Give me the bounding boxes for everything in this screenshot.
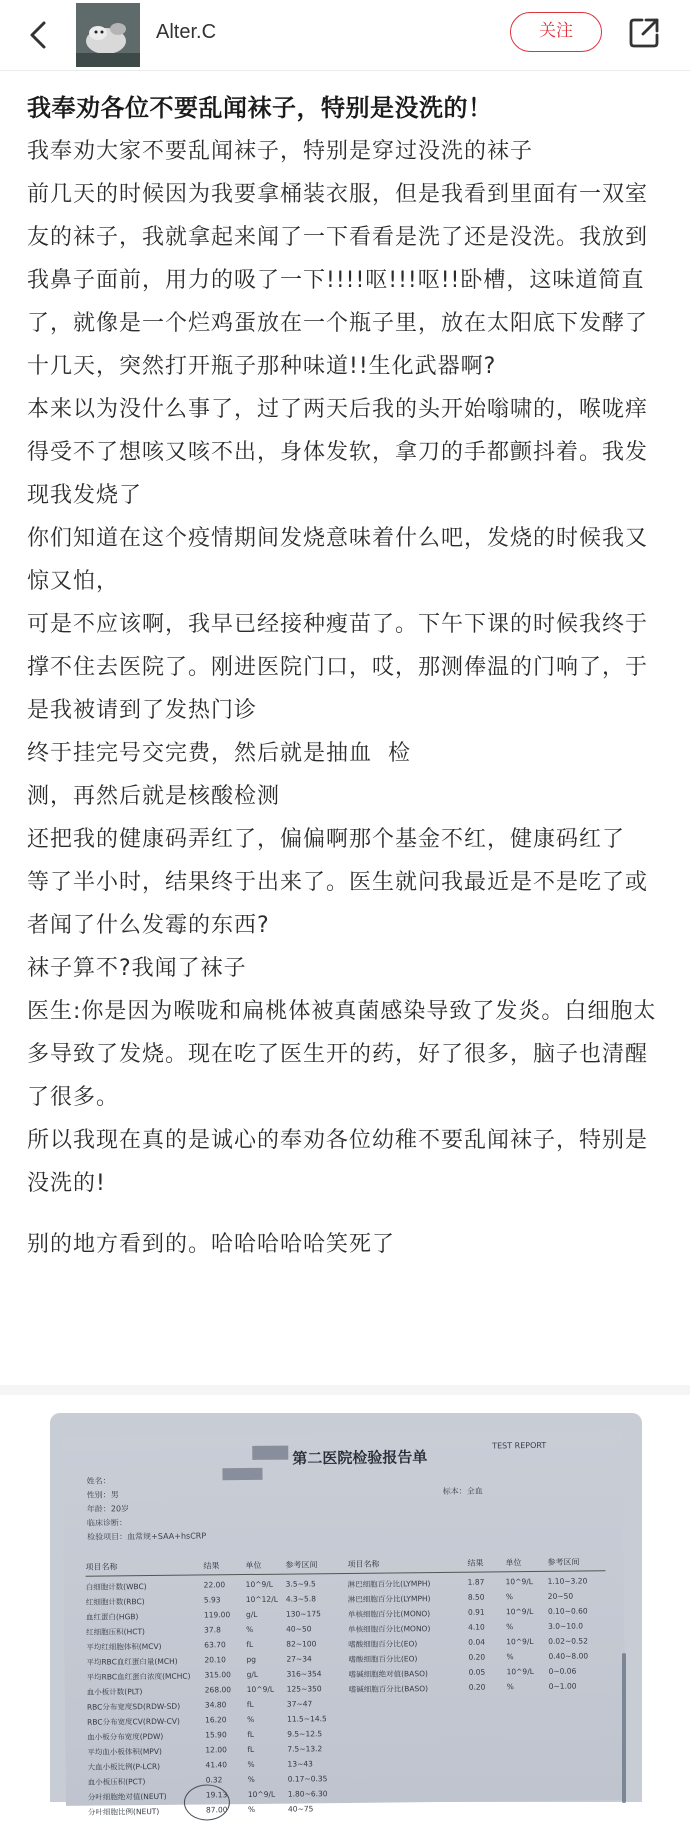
table-cell: 嗜碱细胞绝对值(BASO) xyxy=(348,1669,428,1679)
table-cell: 10^12/L xyxy=(245,1594,278,1605)
table-cell: 红细胞计数(RBC) xyxy=(85,1597,145,1607)
table-cell: 血红蛋白(HGB) xyxy=(85,1612,139,1622)
report-table-body xyxy=(86,1576,608,1821)
table-cell: 10^9/L xyxy=(246,1684,275,1695)
table-cell: 嗜酸细胞百分比(EO) xyxy=(348,1639,418,1649)
post-paragraph: 可是不应该啊，我早已经接种瘦苗了。下午下课的时候我终于撑不住去医院了。刚进医院门口，哎，那测俸温的门响了，于是我被请到了发热门诊 xyxy=(27,612,649,723)
table-cell: 8.50 xyxy=(467,1592,485,1602)
table-cell: 16.20 xyxy=(205,1715,227,1725)
table-cell: 13~43 xyxy=(287,1759,313,1769)
table-cell: 分叶细胞比例(NEUT) xyxy=(87,1806,160,1817)
table-cell: 27~34 xyxy=(286,1654,312,1664)
column-header: 参考区间 xyxy=(285,1560,318,1570)
table-rule xyxy=(86,1570,606,1576)
table-cell: 10^9/L xyxy=(247,1789,276,1800)
column-header: 单位 xyxy=(505,1558,522,1568)
table-cell: 37.8 xyxy=(204,1625,221,1635)
table-cell: pg xyxy=(246,1654,257,1665)
table-cell: 1.10~3.20 xyxy=(547,1576,588,1586)
post-paragraph: 所以我现在真的是诚心的奉劝各位幼稚不要乱闻袜子，特别是没洗的! xyxy=(27,1128,649,1196)
table-cell: % xyxy=(247,1804,256,1815)
section-divider xyxy=(0,1385,690,1395)
share-icon[interactable] xyxy=(626,15,662,51)
table-cell: 嗜酸细胞百分比(EO) xyxy=(348,1654,418,1664)
table-cell: 0.17~0.35 xyxy=(287,1774,328,1784)
table-cell: 316~354 xyxy=(286,1669,322,1679)
post-paragraph: 终于挂完号交完费，然后就是抽血 检 xyxy=(27,741,411,766)
report-info: 检验项目：血常规+SAA+hsCRP xyxy=(87,1531,207,1542)
table-cell: 40~50 xyxy=(286,1624,312,1634)
table-cell: 0.40~8.00 xyxy=(548,1651,589,1661)
table-cell: 41.40 xyxy=(205,1760,228,1770)
table-cell: 20~50 xyxy=(547,1591,574,1601)
table-cell: 5.93 xyxy=(203,1595,221,1605)
table-cell: 0~0.06 xyxy=(548,1666,577,1676)
username[interactable]: Alter.C xyxy=(156,21,217,43)
table-cell: % xyxy=(506,1682,514,1692)
table-cell: 0.20 xyxy=(468,1682,486,1692)
table-cell: 4.3~5.8 xyxy=(285,1594,316,1604)
table-cell: 19.13 xyxy=(205,1790,228,1800)
column-header: 结果 xyxy=(467,1558,484,1568)
table-cell: fL xyxy=(247,1744,255,1755)
table-cell: 红细胞压积(HCT) xyxy=(86,1627,145,1637)
table-cell: 7.5~13.2 xyxy=(287,1744,323,1754)
table-cell: 4.10 xyxy=(468,1622,485,1632)
report-info: 姓名： xyxy=(86,1476,111,1486)
table-cell: RBC分布宽度CV(RDW-CV) xyxy=(87,1716,180,1727)
redaction-mark xyxy=(252,1446,288,1460)
table-cell: 血小板分布宽度(PDW) xyxy=(87,1731,164,1742)
table-cell: 9.5~12.5 xyxy=(287,1729,323,1739)
table-cell: 0.05 xyxy=(468,1667,486,1677)
table-cell: 315.00 xyxy=(204,1670,231,1680)
table-cell: 0.04 xyxy=(468,1637,486,1647)
table-cell: % xyxy=(247,1714,255,1725)
table-cell: 1.80~6.30 xyxy=(287,1789,328,1799)
column-header: 项目名称 xyxy=(85,1562,118,1572)
report-info: 性别：男 xyxy=(86,1490,119,1500)
table-cell: RBC分布宽度SD(RDW-SD) xyxy=(86,1701,181,1712)
column-header: 项目名称 xyxy=(347,1559,380,1569)
table-cell: 87.00 xyxy=(205,1805,228,1815)
table-cell: 12.00 xyxy=(205,1745,227,1755)
table-cell: 淋巴细胞百分比(LYMPH) xyxy=(347,1579,431,1589)
table-cell: fL xyxy=(246,1639,254,1650)
image-scrollbar[interactable] xyxy=(622,1653,626,1803)
table-cell: 大血小板比例(P-LCR) xyxy=(87,1761,161,1772)
table-cell: 1.87 xyxy=(467,1577,485,1587)
table-cell: 3.0~10.0 xyxy=(548,1621,584,1631)
table-cell: 0.20 xyxy=(468,1652,486,1662)
table-cell: 平均RBC血红蛋白量(MCH) xyxy=(86,1656,178,1667)
table-cell: 63.70 xyxy=(204,1640,226,1650)
post-paragraph: 前几天的时候因为我要拿桶装衣服，但是我看到里面有一双室友的袜子，我就拿起来闻了一下看看是洗了还是没洗。我放到我鼻子面前，用力的吸了一下!!!!呕!!!呕!!卧槽，这味道简直了，就像是一个烂鸡蛋放在一个瓶子里，放在太阳底下发酵了十几天，突然打开瓶子那种味道!!生化武器啊? xyxy=(27,182,649,379)
table-cell: 15.90 xyxy=(205,1730,227,1740)
table-cell: 34.80 xyxy=(204,1700,227,1710)
table-cell: 0.91 xyxy=(467,1607,485,1617)
table-cell: 125~350 xyxy=(286,1684,322,1694)
report-title: 第二医院检验报告单 xyxy=(292,1448,428,1468)
table-cell: 分叶细胞绝对值(NEUT) xyxy=(87,1791,167,1802)
table-cell: 119.00 xyxy=(203,1610,231,1620)
post-paragraph: 本来以为没什么事了，过了两天后我的头开始嗡啸的，喉咙痒得受不了想咳又咳不出，身体发软，拿刀的手都颤抖着。我发现我发烧了 xyxy=(27,397,649,508)
table-cell: 11.5~14.5 xyxy=(287,1714,327,1724)
follow-button[interactable]: 关注 xyxy=(510,12,602,52)
post-paragraph: 还把我的健康码弄红了，偏偏啊那个基金不红，健康码红了 xyxy=(27,827,626,852)
table-cell: % xyxy=(247,1759,255,1770)
table-cell: 40~75 xyxy=(287,1804,314,1814)
table-cell: % xyxy=(246,1624,254,1635)
table-cell: 10^9/L xyxy=(505,1577,533,1587)
post-paragraph: 你们知道在这个疫情期间发烧意味着什么吧，发烧的时候我又惊又怕， xyxy=(27,526,649,594)
table-cell: 0~1.00 xyxy=(548,1681,577,1691)
chevron-left-icon[interactable] xyxy=(22,17,58,53)
post-paragraph: 医生:你是因为喉咙和扁桃体被真菌感染导致了发炎。白细胞太多导致了发烧。现在吃了医生开的药，好了很多，脑子也清醒了很多。 xyxy=(27,999,657,1110)
table-cell: 0.02~0.52 xyxy=(548,1636,588,1646)
table-cell: % xyxy=(505,1592,513,1602)
table-cell: fL xyxy=(247,1729,255,1740)
table-cell: 单核细胞百分比(MONO) xyxy=(348,1624,431,1634)
table-cell: % xyxy=(506,1622,514,1632)
table-cell: 10^9/L xyxy=(506,1637,534,1647)
table-cell: % xyxy=(506,1652,514,1662)
table-cell: 10^9/L xyxy=(245,1579,274,1590)
table-cell: 10^9/L xyxy=(506,1667,534,1677)
report-sheet xyxy=(62,1430,626,1817)
post-paragraph: 等了半小时，结果终于出来了。医生就问我最近是不是吃了或者闻了什么发霉的东西? xyxy=(27,870,649,938)
table-cell: 平均红细胞体积(MCV) xyxy=(86,1641,162,1652)
post-paragraph: 袜子算不?我闻了袜子 xyxy=(27,956,247,981)
table-cell: 22.00 xyxy=(203,1580,226,1590)
report-table-header xyxy=(85,1556,605,1572)
table-cell: 单核细胞百分比(MONO) xyxy=(347,1609,431,1619)
table-cell: fL xyxy=(246,1699,254,1710)
table-cell: 3.5~9.5 xyxy=(285,1579,316,1589)
table-cell: 平均血小板体积(MPV) xyxy=(87,1746,162,1757)
table-cell: 淋巴细胞百分比(LYMPH) xyxy=(347,1594,431,1604)
table-cell: 血小板计数(PLT) xyxy=(86,1687,143,1697)
table-cell: 平均RBC血红蛋白浓度(MCHC) xyxy=(86,1671,191,1682)
report-info: 年龄：20岁 xyxy=(86,1504,130,1514)
table-cell: 嗜碱细胞百分比(BASO) xyxy=(348,1684,429,1694)
avatar[interactable] xyxy=(76,3,140,67)
report-info: 临床诊断： xyxy=(86,1518,128,1528)
table-cell: g/L xyxy=(245,1609,258,1620)
post-footer-note: 别的地方看到的。哈哈哈哈哈笑死了 xyxy=(27,1232,396,1257)
table-cell: g/L xyxy=(246,1669,259,1680)
table-cell: 0.10~0.60 xyxy=(547,1606,588,1616)
table-cell: 82~100 xyxy=(286,1639,317,1649)
table-cell: 268.00 xyxy=(204,1685,232,1695)
table-cell: 白细胞计数(WBC) xyxy=(85,1582,147,1592)
post-paragraph: 测，再然后就是核酸检测 xyxy=(27,784,281,809)
medical-report-photo[interactable] xyxy=(50,1413,642,1817)
column-header: 结果 xyxy=(203,1561,220,1571)
column-header: 参考区间 xyxy=(547,1557,580,1567)
table-cell: 0.32 xyxy=(205,1775,223,1785)
table-cell: 130~175 xyxy=(285,1609,321,1619)
report-subtitle: TEST REPORT xyxy=(492,1440,547,1451)
table-cell: 血小板压积(PCT) xyxy=(87,1777,146,1787)
post-title: 我奉劝各位不要乱闻袜子，特别是没洗的！ xyxy=(27,94,493,122)
table-cell: 10^9/L xyxy=(505,1607,534,1617)
column-header: 单位 xyxy=(245,1560,262,1571)
post-body xyxy=(27,130,667,1266)
post-paragraph: 我奉劝大家不要乱闻袜子，特别是穿过没洗的袜子 xyxy=(27,139,534,164)
redaction-mark xyxy=(222,1468,262,1480)
table-cell: 20.10 xyxy=(204,1655,226,1665)
table-cell: 37~47 xyxy=(286,1699,313,1709)
table-cell: % xyxy=(247,1774,255,1785)
report-info: 标本：全血 xyxy=(442,1486,483,1496)
top-bar xyxy=(0,0,690,71)
